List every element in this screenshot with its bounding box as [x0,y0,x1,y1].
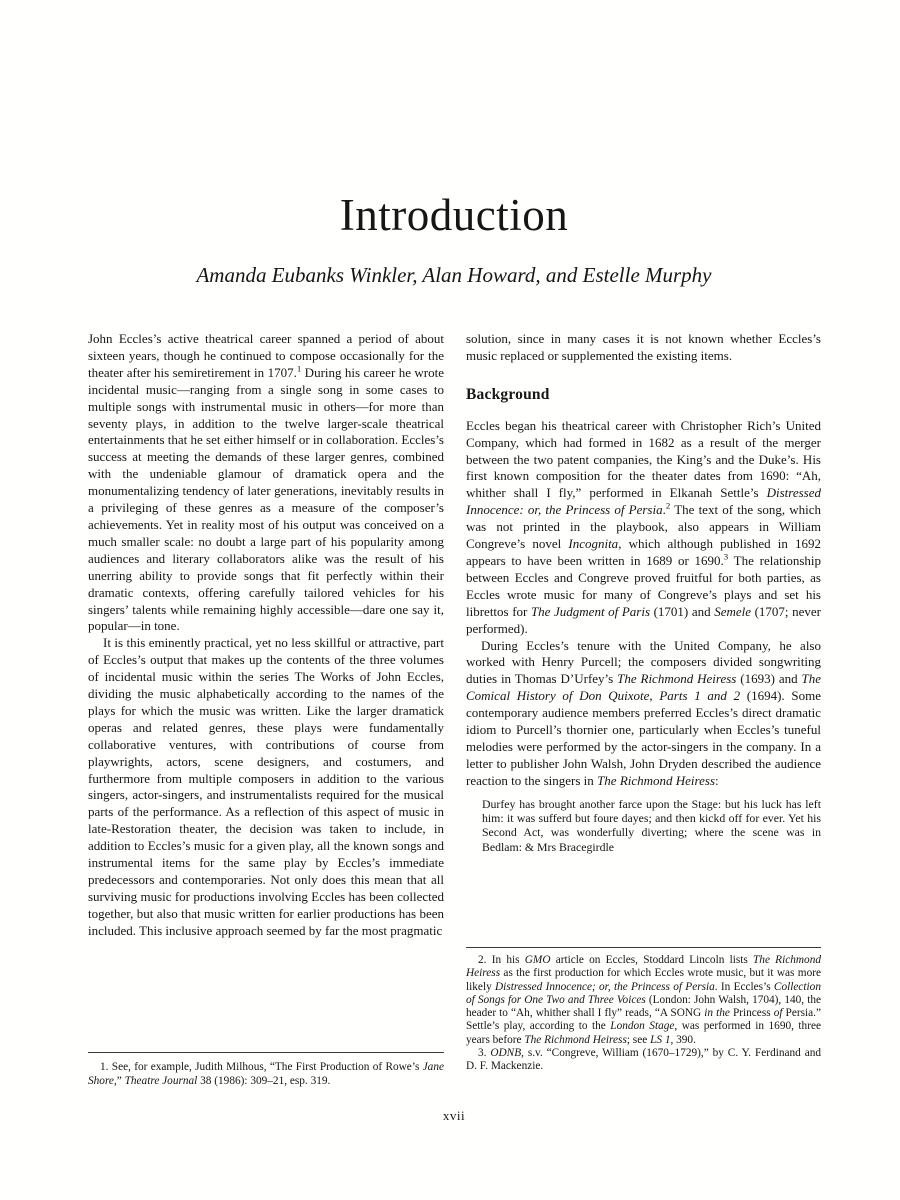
page-title: Introduction [339,190,569,240]
footnotes-left [88,1052,444,1088]
page-number: xvii [442,1108,466,1123]
background-paragraph-1: Eccles began his theatrical career with Christopher Rich’s United Company, which had formed in 1682 as a result of the merger between the two patent companies, the King’s and the Duke’s. His first known composition for the theater dates from 1690: “Ah, whither shall I fly,” performed in Elkanah Settle’s Distressed Innocence: or, the Princess of Persia.$^2$ The text of the song, which was not printed in the playbook, also appears in William Congreve’s novel Incognita, which although published in 1692 appears to have been written in 1689 or 1690.$^3$ The relationship between Eccles and Congreve proved fruitful for both parties, as Eccles wrote music for many of Congreve’s plays and set his librettos for The Judgment of Paris (1701) and Semele (1707; never performed). [466,417,822,636]
dryden-letter-blockquote: Durfey has brought another farce upon the Stage: but his luck has left him: it was sufferd but foure dayes; and then kickd off for ever. Yet his Second Act, was wonderfully diverting; where the scene was in Bedlam: & Mrs Bracegirdle [482,796,821,854]
section-heading-background: Background [466,385,550,403]
footnote-2: 2. In his GMO article on Eccles, Stoddard Lincoln lists The Richmond Heiress as the first production for which Eccles wrote music, but it was more likely Distressed Innocence; or, the Princess of Persia. In Eccles’s Collection of Songs for One Two and Three Voices (London: John Walsh, 1704), 140, the header to “Ah, whither shall I fly” reads, “A SONG in the Princess of Persia.” Settle’s play, according to the London Stage, was performed in 1690, three years before The Richmond Heiress; see LS 1, 390. [466,954,822,1046]
intro-paragraph-2: It is this eminently practical, yet no less skillful or attractive, part of Eccles’s output that makes up the contents of the three volumes of incidental music within the series The Works of John Eccles, dividing the music alphabetically according to the names of the plays for which the music was written. Like the larger dramatick operas and related genres, these plays were fundamentally collaborative ventures, with contributions of course from playwrights, actors, scene designers, and costumers, and furthermore from multiple composers in addition to the various singers, actor-singers, and instrumentalists required for the musical parts of the performance. As a reflection of this aspect of music in late-Restoration theater, the decision was taken to include, in addition to Eccles’s music for a given play, all the known songs and instrumental items for the same play by Eccles’s immediate predecessors and contemporaries. Not only does this mean that all surviving music for productions involving Eccles has been collected together, but also that music written for earlier productions has been included. This inclusive approach seemed by far the most pragmatic [88,635,444,938]
authors-line: Amanda Eubanks Winkler, Alan Howard, and Estelle Murphy [196,263,712,287]
footnote-3: 3. ODNB, s.v. “Congreve, William (1670–1729),” by C. Y. Ferdinand and D. F. Mackenzie. [466,1047,822,1073]
footnote-1: 1. See, for example, Judith Milhous, “The First Production of Rowe’s Jane Shore,” Theatre Journal 38 (1986): 309–21, esp. 319. [88,1061,444,1087]
intro-paragraph-1: John Eccles’s active theatrical career spanned a period of about sixteen years, though he continued to compose occasionally for the theater after his semiretirement in 1707.$^1$ During his career he wrote incidental music—ranging from a single song in some cases to multiple songs with instrumental music in others—for more than seventy plays, in addition to the twelve larger-scale theatrical entertainments that he set either himself or in collaboration. Eccles’s success at meeting the demands of these larger genres, combined with the undeniable glamour of dramatick opera and the monumentalizing tendency of later generations, inevitably results in a privileging of these genres as a measure of the composer’s achievements. Yet in reality most of his output was conceived on a much smaller scale: no doubt a large part of his popularity among audiences and literary collaborators alike was the result of his unerring ability to provide songs that fit perfectly within their dramatic contexts, offering carefully tailored vehicles for his singers’ talents while remaining highly accessible—dare one say it, popular—in tone. [88,331,444,634]
column-left [88,331,444,940]
background-paragraph-2: During Eccles’s tenure with the United Company, he also worked with Henry Purcell; the composers divided songwriting duties in Thomas D’Urfey’s The Richmond Heiress (1693) and The Comical History of Don Quixote, Parts 1 and 2 (1694). Some contemporary audience members preferred Eccles’s direct dramatic idiom to Purcell’s thornier one, particularly when Eccles’s tuneful melodies were performed by the actor-singers in the company. In a letter to publisher John Walsh, John Dryden described the audience reaction to the singers in The Richmond Heiress: [466,637,821,788]
column-right [466,331,821,854]
intro-paragraph-3-continued: solution, since in many cases it is not known whether Eccles’s music replaced or supplemented the existing items. [466,331,821,363]
footnotes-right [466,947,821,1074]
